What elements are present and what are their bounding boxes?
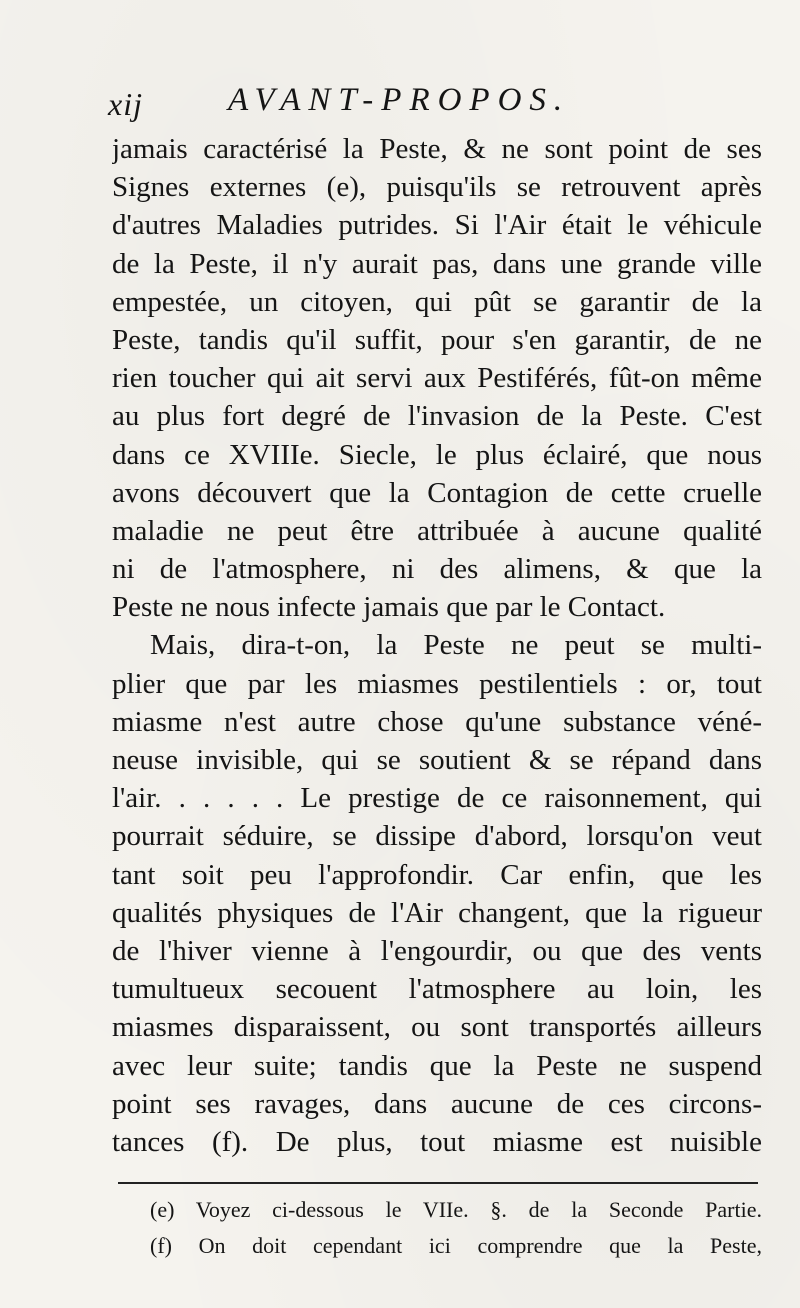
text-line: ni de l'atmosphere, ni des alimens, & que la [112, 553, 762, 586]
text-line: point ses ravages, dans aucune de ces circons- [112, 1087, 762, 1120]
text-line: de l'hiver vienne à l'engourdir, ou que des vents [112, 934, 762, 967]
footnote-separator [118, 1182, 758, 1184]
text-line: d'autres Maladies putrides. Si l'Air était le véhicule [112, 209, 762, 242]
text-line: Peste, tandis qu'il suffit, pour s'en garantir, de ne [112, 323, 762, 356]
text-line: empestée, un citoyen, qui pût se garantir de la [112, 285, 762, 318]
text-line: au plus fort degré de l'invasion de la Peste. C'est [112, 400, 762, 433]
footnotes [150, 1192, 762, 1264]
footnote-e: (e) Voyez ci-dessous le VIIe. §. de la Seconde Partie. [150, 1197, 762, 1222]
text-line: neuse invisible, qui se soutient & se répand dans [112, 744, 762, 776]
text-line: maladie ne peut être attribuée à aucune qualité [112, 514, 762, 547]
body-text [112, 130, 762, 1161]
text-line: rien toucher qui ait servi aux Pestiférés, fût-on même [112, 362, 762, 395]
text-line: tumultueux secouent l'atmosphere au loin, les [112, 973, 762, 1006]
text-line: avec leur suite; tandis que la Peste ne suspend [112, 1049, 762, 1082]
text-line: de la Peste, il n'y aurait pas, dans une grande ville [112, 247, 762, 280]
text-line: plier que par les miasmes pestilentiels : or, tout [112, 667, 762, 700]
text-line: Mais, dira-t-on, la Peste ne peut se multi- [150, 629, 762, 662]
text-line: avons découvert que la Contagion de cette cruelle [112, 476, 762, 509]
page-number: xij [108, 86, 143, 122]
text-line: tances (f). De plus, tout miasme est nuisible [112, 1125, 762, 1158]
text-line: miasme n'est autre chose qu'une substance véné- [112, 705, 762, 738]
footnote-f: (f) On doit cependant ici comprendre que la Peste, [150, 1233, 762, 1258]
running-title: AVANT-PROPOS. [228, 82, 571, 118]
text-line: qualités physiques de l'Air changent, que la rigueur [112, 896, 762, 929]
text-line: Peste ne nous infecte jamais que par le Contact. [112, 591, 666, 624]
text-line: tant soit peu l'approfondir. Car enfin, que les [112, 858, 762, 891]
text-line: miasmes disparaissent, ou sont transportés ailleurs [112, 1011, 762, 1044]
text-line: pourrait séduire, se dissipe d'abord, lorsqu'on veut [112, 820, 762, 853]
text-line: Signes externes (e), puisqu'ils se retrouvent après [112, 171, 762, 204]
text-line: jamais caractérisé la Peste, & ne sont point de ses [112, 133, 762, 165]
text-line: l'air. . . . . . Le prestige de ce raisonnement, qui [112, 782, 762, 815]
text-line: dans ce XVIIIe. Siecle, le plus éclairé, que nous [112, 438, 762, 471]
page-header [108, 82, 608, 126]
